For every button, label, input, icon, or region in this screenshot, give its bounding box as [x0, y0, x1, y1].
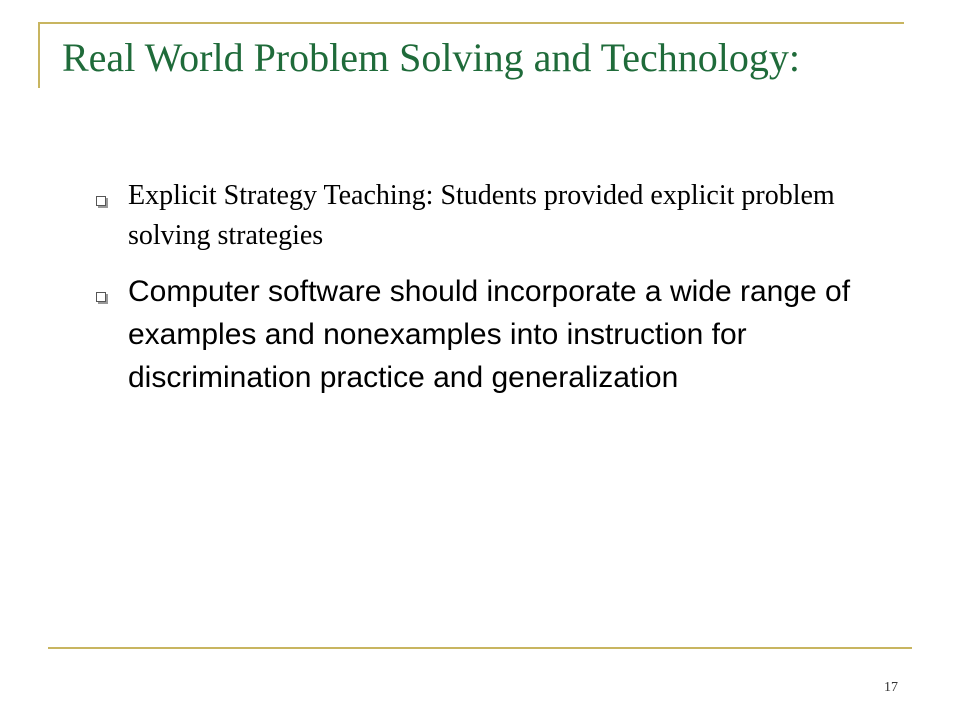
bullet-item: [96, 270, 886, 399]
slide-number: 17: [884, 680, 898, 695]
frame-left-line: [38, 22, 40, 88]
bullet-text: Computer software should incorporate a wide range of examples and nonexamples into instruction for discrimination practice and generalization: [128, 275, 851, 394]
slide-title: Real World Problem Solving and Technology:: [62, 35, 800, 80]
frame-top-line: [38, 22, 904, 24]
bullet-item: [96, 176, 886, 256]
bullet-list: [96, 176, 886, 399]
bullet-text: Explicit Strategy Teaching: Students provided explicit problem solving strategies: [128, 180, 835, 251]
square-bullet-icon: [96, 292, 106, 302]
frame-bottom-line: [48, 647, 912, 649]
square-bullet-icon: [96, 196, 106, 206]
